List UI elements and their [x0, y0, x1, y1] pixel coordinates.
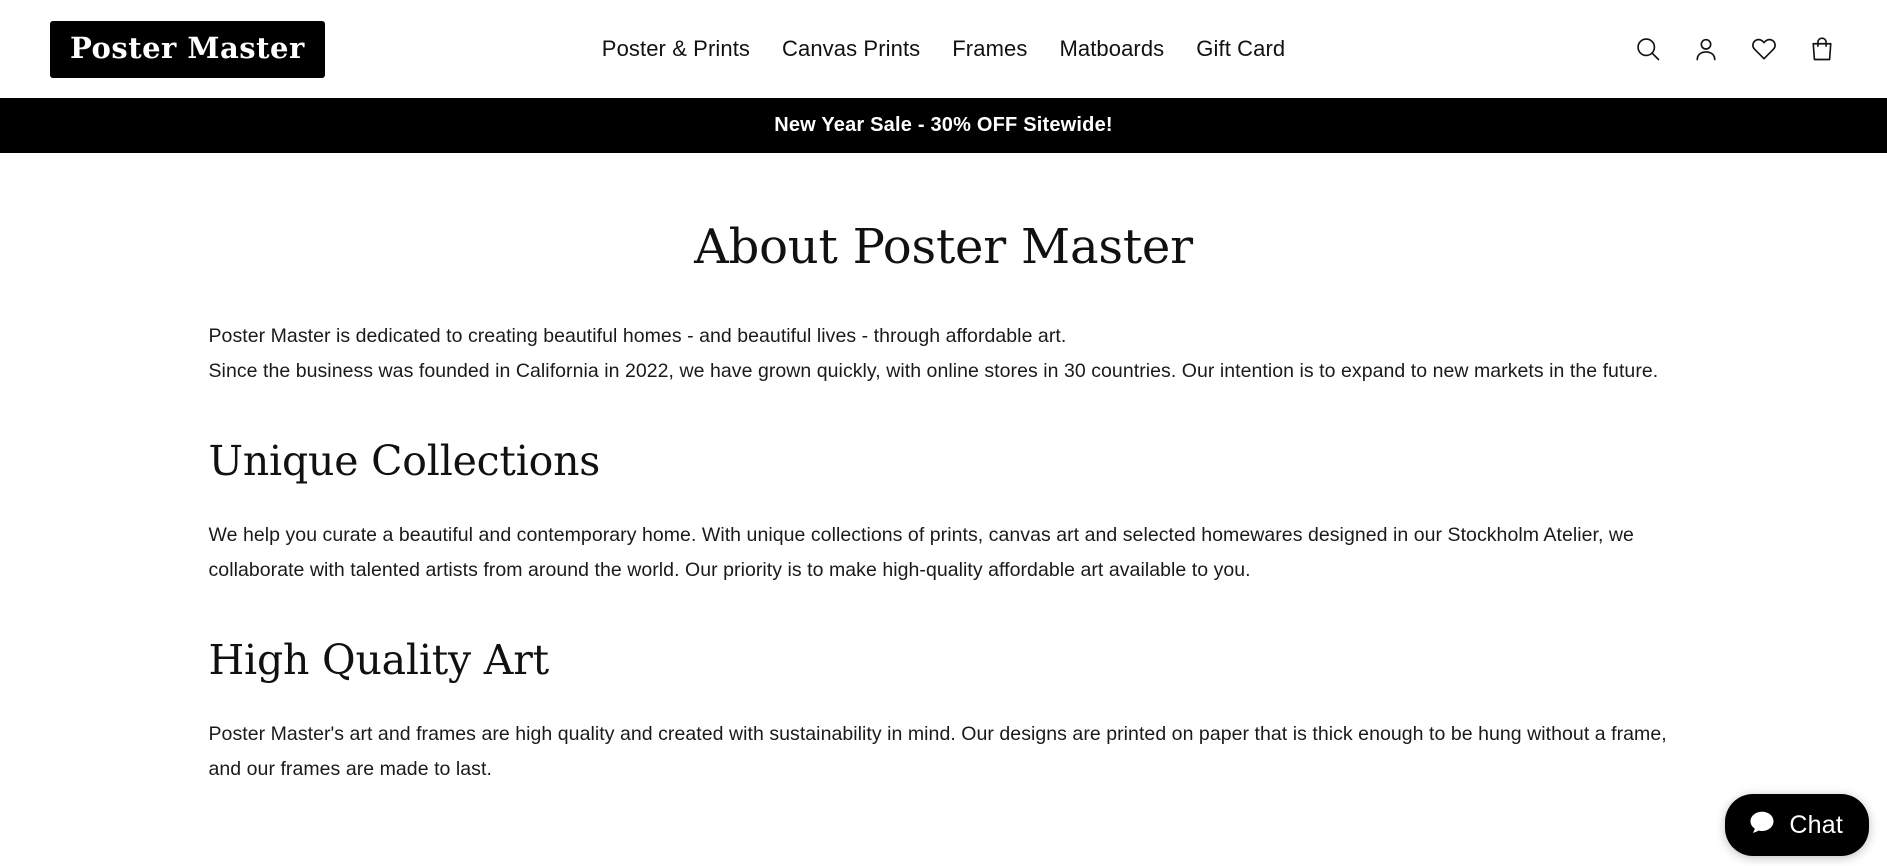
nav-item-gift-card[interactable]: Gift Card: [1196, 36, 1286, 61]
nav-item-poster-and-prints[interactable]: Poster & Prints: [601, 36, 751, 61]
search-icon[interactable]: [1633, 34, 1663, 64]
chat-bubble-icon: [1747, 808, 1777, 843]
section-body-high-quality-art: Poster Master's art and frames are high quality and created with sustainability in mind. Our designs are printed on paper that is thick enough to be hung without a frame, and our frames are made to last.: [208, 723, 1667, 780]
section-title-unique-collections: Unique Collections: [208, 437, 601, 485]
nav-item-frames[interactable]: Frames: [952, 36, 1028, 61]
main-navigation: [602, 36, 1285, 62]
nav-item-matboards[interactable]: Matboards: [1059, 36, 1165, 61]
chat-label: Chat: [1789, 810, 1843, 839]
wishlist-heart-icon[interactable]: [1749, 34, 1779, 64]
nav-item-canvas-prints[interactable]: Canvas Prints: [782, 36, 921, 61]
intro-paragraph-line-2: Since the business was founded in California in 2022, we have grown quickly, with online stores in 30 countries. Our intention is to expand to new markets in the future.: [208, 360, 1659, 382]
shopify-chat-button[interactable]: [1725, 794, 1869, 856]
announcement-text: New Year Sale - 30% OFF Sitewide!: [774, 114, 1113, 136]
announcement-bar[interactable]: [0, 98, 1887, 153]
account-icon[interactable]: [1691, 34, 1721, 64]
content-container: [184, 219, 1704, 787]
section-body-unique-collections: We help you curate a beautiful and contemporary home. With unique collections of prints, canvas art and selected homewares designed in our Stockholm Atelier, we collaborate with talented artists from around the world. Our priority is to make high-quality affordable art available to you.: [208, 524, 1634, 581]
section-title-high-quality-art: High Quality Art: [208, 636, 549, 684]
page-title: About Poster Master: [694, 219, 1193, 275]
header-icon-group: [1633, 34, 1847, 64]
cart-icon[interactable]: [1807, 34, 1837, 64]
site-logo[interactable]: Poster Master: [50, 21, 325, 78]
intro-paragraph-line-1: Poster Master is dedicated to creating beautiful homes - and beautiful lives - through affordable art.: [208, 325, 1067, 347]
main-content: [0, 153, 1887, 787]
site-header: [0, 0, 1887, 98]
